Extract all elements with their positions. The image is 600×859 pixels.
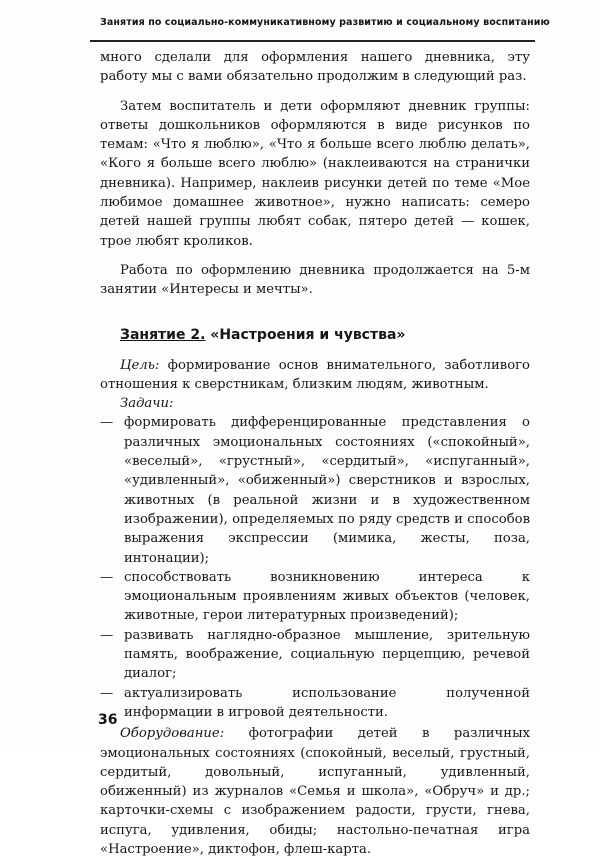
- next-lesson-paragraph: Работа по оформлению дневника продолжается на 5-м занятии «Интересы и мечты».: [100, 262, 530, 298]
- equipment-paragraph: [100, 724, 530, 859]
- dash-marker: —: [100, 685, 114, 701]
- lesson-title: «Настроения и чувства»: [210, 326, 406, 343]
- running-head: Занятия по социально-коммуникативному развитию и социальному воспитанию: [100, 17, 550, 28]
- diary-paragraph: Затем воспитатель и дети оформляют дневник группы: ответы дошкольников оформляются в виде рисунков по темам: «Что я люблю», «Что я больше всего люблю делать», «Кого я больше всего люблю» (наклеиваются на странички дневника). Например, наклеив рисунки детей по теме «Мое любимое домашнее животное», нужно написать: семеро детей нашей группы любят собак, пятеро детей — кошек, трое любят кроликов.: [100, 98, 530, 249]
- dash-marker: —: [100, 627, 114, 643]
- goal-paragraph: [100, 356, 530, 395]
- goal-label: Цель:: [120, 357, 160, 373]
- page-number: 36: [98, 712, 118, 728]
- equipment-text: фотографии детей в различных эмоциональных состояниях (спокойный, веселый, грустный, сердитый, довольный, испуганный, удивленный, обиженный) из журналов «Семья и школа», «Обруч» и др.; карточки-схемы с изображением радости, грусти, гнева, испуга, удивления, обиды; настольно-печатная игра «Настроение», диктофон, флеш-карта.: [100, 726, 531, 857]
- list-item: [100, 684, 530, 723]
- goal-text: формирование основ внимательного, заботливого отношения к сверстникам, близким людям, животным.: [100, 357, 530, 392]
- task-text: способствовать возникновению интереса к эмоциональным проявлениям живых объектов (человек, животные, герои литературных произведений);: [124, 569, 530, 624]
- task-text: развивать наглядно-образное мышление, зрительную память, воображение, социальную перцепцию, речевой диалог;: [124, 627, 530, 682]
- header-rule: [90, 40, 535, 42]
- task-text: формировать дифференцированные представления о различных эмоциональных состояниях («спокойный», «веселый», «грустный», «сердитый», «испуганный», «удивленный», «обиженный») сверстников и взрослых, животных (в реальной жизни и в художественном изображении), определяемых по ряду средств и способов выражения экспрессии (мимика, жесты, поза, интонации);: [124, 415, 530, 566]
- list-item: [100, 568, 530, 626]
- dash-marker: —: [100, 569, 114, 585]
- tasks-label: Задачи:: [120, 396, 174, 412]
- list-item: [100, 413, 530, 567]
- equipment-label: Оборудование:: [120, 726, 225, 742]
- page-body: [100, 48, 530, 859]
- dash-marker: —: [100, 415, 114, 431]
- lesson-heading: [120, 326, 530, 344]
- task-text: актуализировать использование полученной информации в игровой деятельности.: [124, 685, 530, 720]
- tasks-list: [100, 413, 530, 722]
- lesson-number: Занятие 2.: [120, 326, 206, 343]
- list-item: [100, 626, 530, 684]
- continuation-paragraph: много сделали для оформления нашего дневника, эту работу мы с вами обязательно продолжим в следующий раз.: [100, 50, 530, 85]
